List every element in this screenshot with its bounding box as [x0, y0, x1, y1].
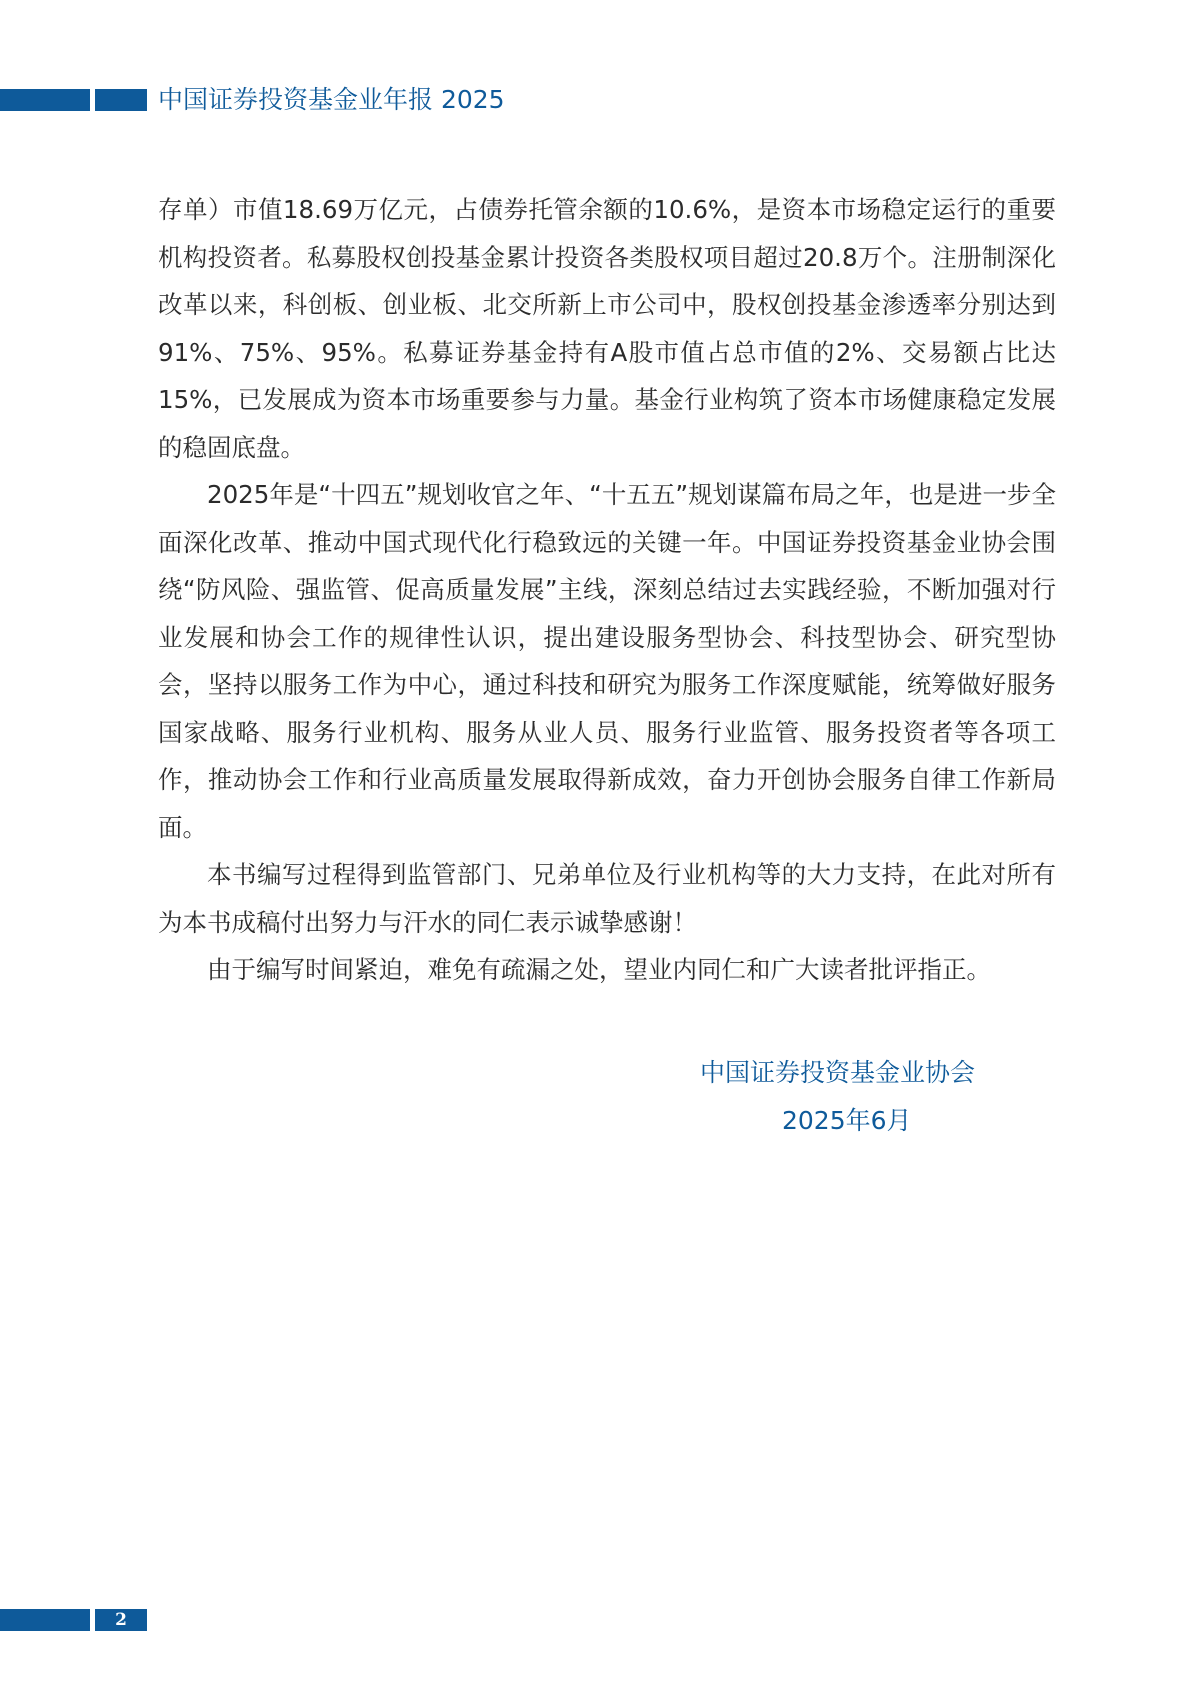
paragraph-2025-outlook: 2025年是“十四五”规划收官之年、“十五五”规划谋篇布局之年，也是进一步全面深化改革、推动中国式现代化行稳致远的关键一年。中国证券投资基金业协会围绕“防风险、强监管、促高质量发展”主线，深刻总结过去实践经验，不断加强对行业发展和协会工作的规律性认识，提出建设服务型协会、科技型协会、研究型协会，坚持以服务工作为中心，通过科技和研究为服务工作深度赋能，统筹做好服务国家战略、服务行业机构、服务从业人员、服务行业监管、服务投资者等各项工作，推动协会工作和行业高质量发展取得新成效，奋力开创协会服务自律工作新局面。	[158, 480, 1056, 842]
paragraph-disclaimer: 由于编写时间紧迫，难免有疏漏之处，望业内同仁和广大读者批评指正。	[207, 955, 991, 984]
header-accent-block	[95, 89, 147, 111]
signature-date: 2025年6月	[782, 1106, 912, 1135]
running-header-title: 中国证券投资基金业年报 2025	[158, 85, 505, 114]
signature-block	[700, 1049, 1080, 1145]
paragraph-acknowledgement: 本书编写过程得到监管部门、兄弟单位及行业机构等的大力支持，在此对所有为本书成稿付出努力与汗水的同仁表示诚挚感谢！	[158, 860, 1056, 937]
page-number: 2	[95, 1609, 147, 1631]
header-accent-bar	[0, 89, 90, 111]
signature-organization: 中国证券投资基金业协会	[700, 1058, 976, 1087]
main-body-text	[158, 186, 1056, 994]
paragraph-continued: 存单）市值18.69万亿元，占债券托管余额的10.6%，是资本市场稳定运行的重要机构投资者。私募股权创投基金累计投资各类股权项目超过20.8万个。注册制深化改革以来，科创板、创业板、北交所新上市公司中，股权创投基金渗透率分别达到91%、75%、95%。私募证券基金持有A股市值占总市值的2%、交易额占比达15%，已发展成为资本市场重要参与力量。基金行业构筑了资本市场健康稳定发展的稳固底盘。	[158, 195, 1056, 462]
footer-accent-bar	[0, 1609, 90, 1631]
